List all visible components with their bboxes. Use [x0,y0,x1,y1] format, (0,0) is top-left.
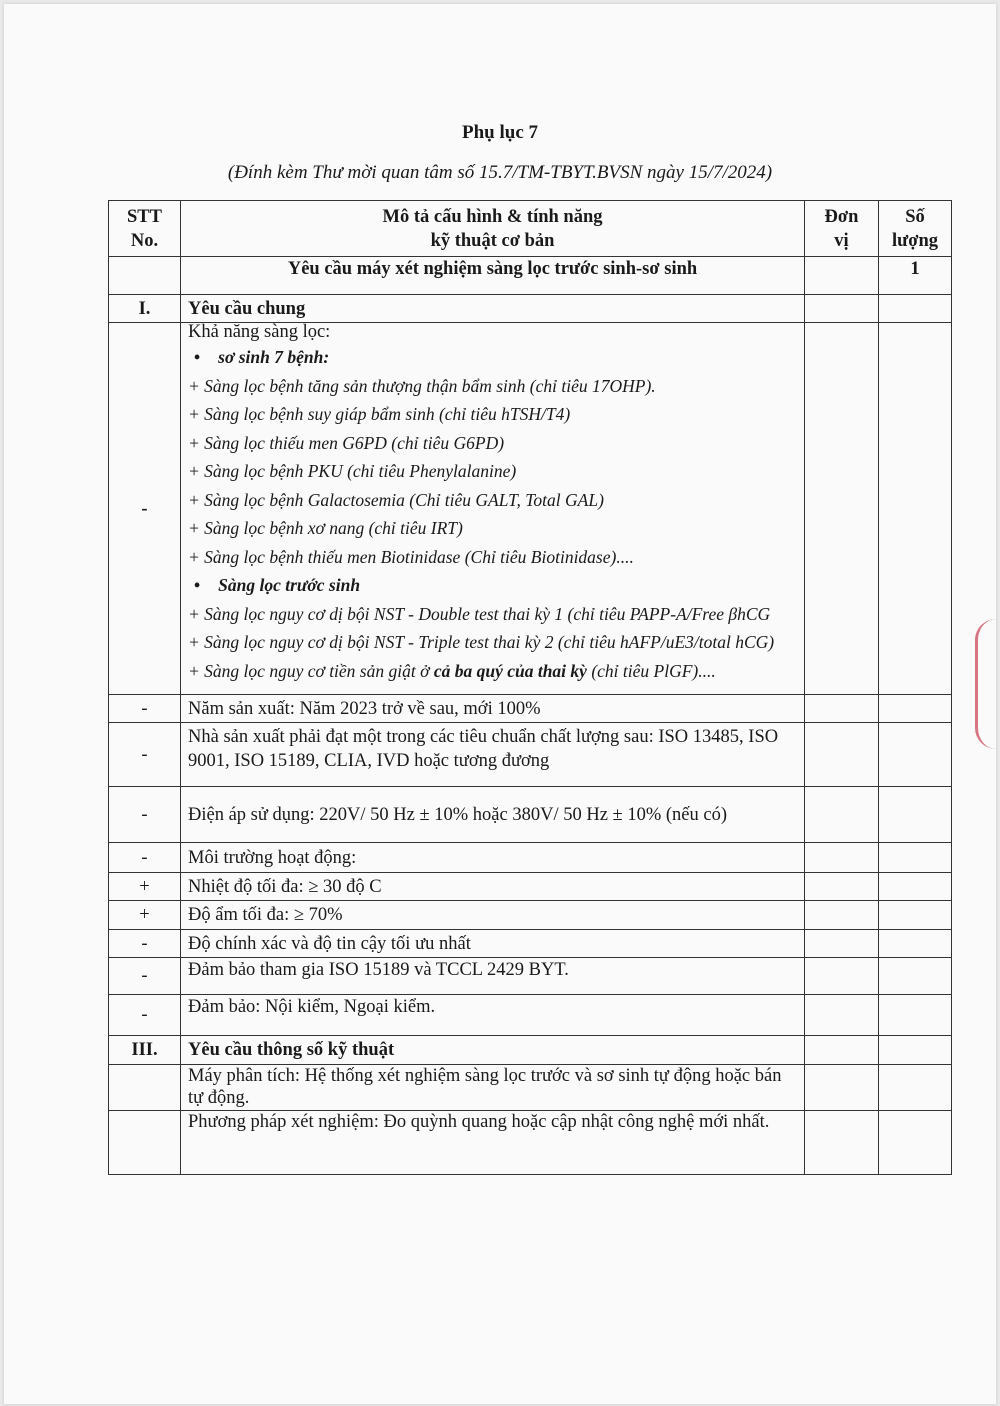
section-1-title: Yêu cầu chung [181,295,805,323]
row-text: Phương pháp xét nghiệm: Đo quỳnh quang hoặc cập nhật công nghệ mới nhất. [181,1111,805,1175]
header-unit [805,201,879,257]
quantity-cell [879,1065,952,1111]
row-text: Đảm bảo tham gia ISO 15189 và TCCL 2429 BYT. [181,958,805,995]
unit-cell [805,695,879,723]
unit-cell [805,1065,879,1111]
stt-cell [109,257,181,295]
unit-cell [805,723,879,787]
list-item: + Sàng lọc bệnh PKU (chỉ tiêu Phenylalanine) [188,461,517,481]
section-3-title: Yêu cầu thông số kỹ thuật [181,1036,805,1065]
table-row [109,873,952,901]
header-unit-line2: vị [834,230,849,251]
table-row [109,1065,952,1111]
quantity-cell [879,723,952,787]
row-stt [109,1065,181,1111]
row-stt: + [109,873,181,901]
unit-cell [805,930,879,958]
stamp-mark [975,619,996,749]
document-page [4,4,996,1404]
quantity-cell [879,695,952,723]
row-text: Nhà sản xuất phải đạt một trong các tiêu chuẩn chất lượng sau: ISO 13485, ISO 9001, ISO 15189, CLIA, IVD hoặc tương đương [181,723,805,787]
list-item: + Sàng lọc bệnh tăng sản thượng thận bẩm sinh (chỉ tiêu 17OHP). [188,375,656,396]
row-text: Nhiệt độ tối đa: ≥ 30 độ C [181,873,805,901]
row-text: Điện áp sử dụng: 220V/ 50 Hz ± 10% hoặc 380V/ 50 Hz ± 10% (nếu có) [181,787,805,843]
row-stt: - [109,723,181,787]
section-row [109,295,952,323]
unit-cell [805,901,879,930]
quantity-cell [879,1111,952,1175]
section-1-number: I. [109,295,181,323]
table-row [109,958,952,995]
appendix-subtitle: (Đính kèm Thư mời quan tâm số 15.7/TM-TBYT.BVSN ngày 15/7/2024) [227,162,773,183]
unit-cell [805,843,879,873]
header-quantity-line1: Số [905,206,925,227]
list-item: + Sàng lọc bệnh xơ nang (chỉ tiêu IRT) [188,518,463,538]
row-text: Đảm bảo: Nội kiểm, Ngoại kiểm. [181,995,805,1036]
list-item-prefix: + Sàng lọc nguy cơ tiền sản giật ở [188,660,434,681]
quantity-cell [879,295,952,323]
header-description-line1: Mô tả cấu hình & tính năng [382,206,603,227]
quantity-cell [879,958,952,995]
table-row [109,695,952,723]
row-stt: - [109,995,181,1036]
unit-cell [805,958,879,995]
device-quantity: 1 [879,257,952,295]
prenatal-heading: • Sàng lọc trước sinh [188,571,797,600]
row-stt: - [109,958,181,995]
unit-cell [805,1111,879,1175]
device-title: Yêu cầu máy xét nghiệm sàng lọc trước sinh-sơ sinh [181,257,805,295]
list-item: + Sàng lọc bệnh suy giáp bẩm sinh (chỉ tiêu hTSH/T4) [188,404,571,424]
unit-cell [805,995,879,1036]
table-row [109,843,952,873]
table-header-row [109,201,952,257]
table-row [109,1111,952,1175]
list-item: + Sàng lọc bệnh thiếu men Biotinidase (Chỉ tiêu Biotinidase).... [188,546,634,567]
header-quantity-line2: lượng [891,230,939,251]
screening-list [188,343,797,685]
unit-cell [805,787,879,843]
newborn-heading: • sơ sinh 7 bệnh: [188,343,797,372]
row-stt [109,1111,181,1175]
screening-description [181,323,805,695]
unit-cell [805,873,879,901]
quantity-cell [879,1036,952,1065]
screening-stt: - [109,323,181,695]
table-row [109,787,952,843]
header-stt-line2: No. [130,230,159,251]
row-stt: - [109,843,181,873]
quantity-cell [879,930,952,958]
table-row [109,723,952,787]
row-stt: - [109,930,181,958]
row-text: Độ ẩm tối đa: ≥ 70% [181,901,805,930]
list-item: + Sàng lọc bệnh Galactosemia (Chỉ tiêu GALT, Total GAL) [188,489,604,510]
header-stt-line1: STT [127,206,162,227]
row-stt: - [109,787,181,843]
quantity-cell [879,843,952,873]
list-item-suffix: (chỉ tiêu PlGF).... [586,660,716,681]
table-row [109,930,952,958]
list-item: + Sàng lọc nguy cơ dị bội NST - Triple test thai kỳ 2 (chỉ tiêu hAFP/uE3/total hCG) [188,632,775,652]
list-item-emphasis: cả ba quý của thai kỳ [433,660,587,681]
quantity-cell [879,873,952,901]
header-quantity [879,201,952,257]
appendix-title: Phụ lục 7 [461,122,539,143]
table-row [109,257,952,295]
section-row [109,1036,952,1065]
row-text: Máy phân tích: Hệ thống xét nghiệm sàng lọc trước và sơ sinh tự động hoặc bán tự động. [181,1065,805,1111]
specification-table [108,200,952,1175]
list-item: + Sàng lọc thiếu men G6PD (chỉ tiêu G6PD) [188,432,505,453]
table-row [109,901,952,930]
row-text: Môi trường hoạt động: [181,843,805,873]
quantity-cell [879,995,952,1036]
screening-row [109,323,952,695]
header-stt [109,201,181,257]
section-3-number: III. [109,1036,181,1065]
header-description [181,201,805,257]
row-stt: + [109,901,181,930]
row-text: Độ chính xác và độ tin cậy tối ưu nhất [181,930,805,958]
list-item [188,657,797,686]
unit-cell [805,323,879,695]
screening-intro: Khả năng sàng lọc: [188,322,331,342]
unit-cell [805,295,879,323]
unit-cell [805,257,879,295]
unit-cell [805,1036,879,1065]
quantity-cell [879,901,952,930]
row-text: Năm sản xuất: Năm 2023 trở về sau, mới 100% [181,695,805,723]
quantity-cell [879,323,952,695]
list-item: + Sàng lọc nguy cơ dị bội NST - Double test thai kỳ 1 (chỉ tiêu PAPP-A/Free βhCG [188,603,771,624]
header-unit-line1: Đơn [824,206,859,227]
row-stt: - [109,695,181,723]
header-description-line2: kỹ thuật cơ bản [430,230,555,251]
table-row [109,995,952,1036]
quantity-cell [879,787,952,843]
